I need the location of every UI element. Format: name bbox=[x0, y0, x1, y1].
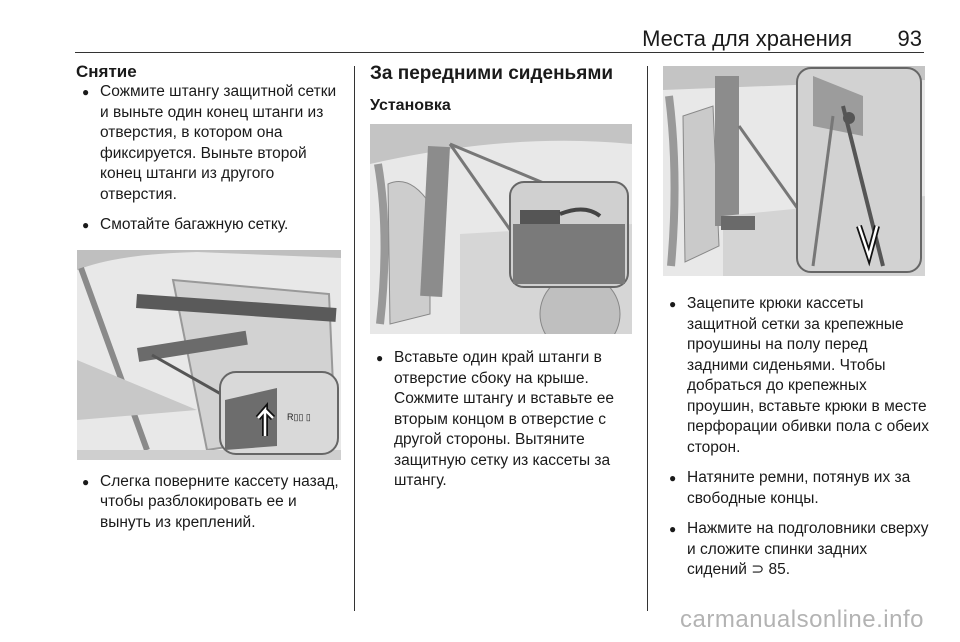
bullet-list bbox=[76, 82, 344, 236]
figure-install-bar-roof bbox=[370, 124, 632, 334]
list-item: ● Вставьте один край штанги в отверстие сбоку на крыше. Сожмите штангу и вставьте ее вторым концом в отверстие с другой стороны. Вытяните защитную сетку из кассеты за штангу. bbox=[370, 348, 638, 492]
section-heading-removal: Снятие bbox=[76, 62, 137, 81]
list-item: ● Слегка поверните кассету назад, чтобы разблокировать ее и вынуть из креплений. bbox=[76, 472, 344, 534]
page-header-title: Места для хранения bbox=[642, 26, 852, 51]
header-rule bbox=[75, 52, 924, 53]
column-divider-1 bbox=[354, 66, 355, 611]
list-item: ● Нажмите на подголовники сверху и сложите спинки задних сидений ⊃ 85. bbox=[663, 519, 931, 581]
figure-attach-hooks-floor bbox=[663, 66, 925, 276]
page-number: 93 bbox=[897, 26, 922, 51]
subheading-installation: Установка bbox=[370, 97, 451, 114]
watermark: carmanualsonline.info bbox=[680, 606, 924, 633]
bullet-list bbox=[76, 472, 344, 534]
list-item: ● Сожмите штангу защитной сетки и выньте один конец штанги из отверстия, в котором она фиксируется. Выньте второй конец штанги из другого отверстия. bbox=[76, 82, 344, 205]
figure-roll-up-cargo-net bbox=[77, 250, 341, 460]
list-item: ● Зацепите крюки кассеты защитной сетки за крепежные проушины на полу перед задними сиденьями. Чтобы добраться до крепежных проушин, вставьте крюки в месте перфорации обивки пола с обеих сторон. bbox=[663, 294, 931, 458]
figure-label: R▯▯ ▯ bbox=[287, 411, 311, 422]
column-divider-2 bbox=[647, 66, 648, 611]
column-installation bbox=[370, 62, 638, 492]
list-item: ● Натяните ремни, потянув их за свободные концы. bbox=[663, 468, 931, 509]
section-heading-behind-front-seats: За передними сиденьями bbox=[370, 63, 614, 84]
bullet-list bbox=[663, 294, 931, 581]
list-item: ● Смотайте багажную сетку. bbox=[76, 215, 344, 236]
bullet-list bbox=[370, 348, 638, 492]
column-attach-hooks bbox=[663, 62, 931, 581]
column-removal bbox=[76, 62, 344, 533]
